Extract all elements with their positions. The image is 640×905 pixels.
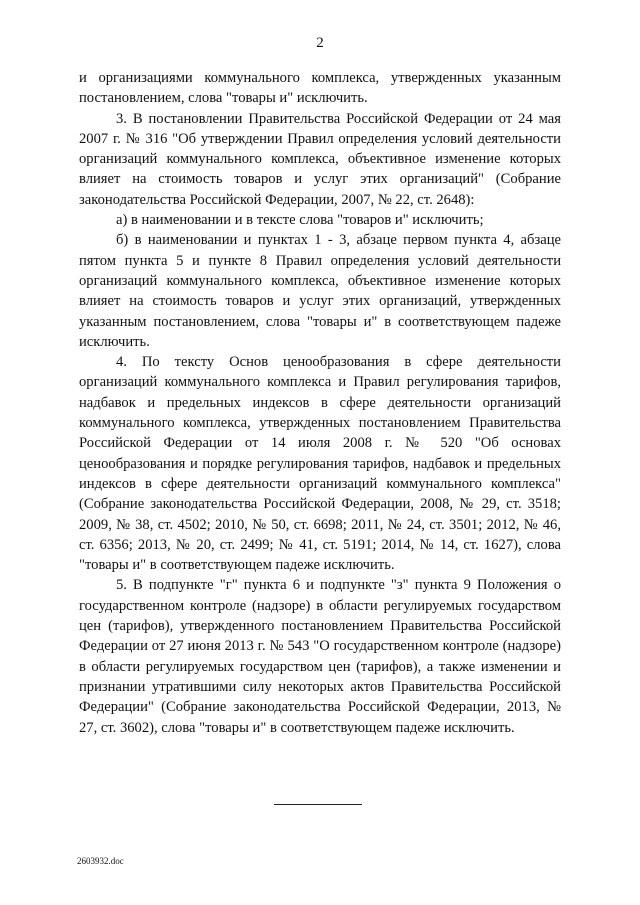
document-code: 2603932.doc <box>77 856 124 866</box>
paragraph-subitem-b: б) в наименовании и пунктах 1 - 3, абзаце первом пункта 4, абзаце пятом пункта 5 и пункте 8 Правил определения условий деятельности организаций коммунального комплекса, объективное изменение которых влияет на стоимость товаров и услуг этих организаций, утвержденных указанным постановлением, слова "товары и" в соответствующем падеже исключить. <box>79 232 561 350</box>
paragraph-item-4: 4. По тексту Основ ценообразования в сфере деятельности организаций коммунального комплекса и Правил регулирования тарифов, надбавок и предельных индексов в сфере деятельности организаций коммунального комплекса, утвержденных постановлением Правительства Российской Федерации от 14 июля 2008 г. № 520 "Об основах ценообразования и порядке регулирования тарифов, надбавок и предельных индексов в сфере деятельности организаций коммунального комплекса" (Собрание законодательства Российской Федерации, 2008, № 29, ст. 3518; 2009, № 38, ст. 4502; 2010, № 50, ст. 6698; 2011, № 24, ст. 3501; 2012, № 46, ст. 6356; 2013, № 20, ст. 2499; № 41, ст. 5191; 2014, № 14, ст. 1627), слова "товары и" в соответствующем падеже исключить. <box>79 354 561 574</box>
paragraph-subitem-a: а) в наименовании и в тексте слова "товаров и" исключить; <box>116 212 484 229</box>
page-number: 2 <box>316 35 324 51</box>
paragraph-continuation: и организациями коммунального комплекса, утвержденных указанным постановлением, слова "товары и" исключить. <box>79 70 561 107</box>
document-body <box>79 68 561 738</box>
paragraph-item-5: 5. В подпункте "г" пункта 6 и подпункте "з" пункта 9 Положения о государственном контроле (надзоре) в области регулируемых государством цен (тарифов), утвержденного постановлением Правительства Российской Федерации от 27 июня 2013 г. № 543 "О государственном контроле (надзоре) в области регулируемых государством цен (тарифов), а также изменении и признании утратившими силу некоторых актов Правительства Российской Федерации" (Собрание законодательства Российской Федерации, 2013, № 27, ст. 3602), слова "товары и" в соответствующем падеже исключить. <box>79 577 561 736</box>
closing-divider-line <box>274 804 362 805</box>
paragraph-item-3: 3. В постановлении Правительства Российской Федерации от 24 мая 2007 г. № 316 "Об утверждении Правил определения условий деятельности организаций коммунального комплекса, объективное изменение которых влияет на стоимость товаров и услуг этих организаций" (Собрание законодательства Российской Федерации, 2007, № 22, ст. 2648): <box>79 110 561 208</box>
